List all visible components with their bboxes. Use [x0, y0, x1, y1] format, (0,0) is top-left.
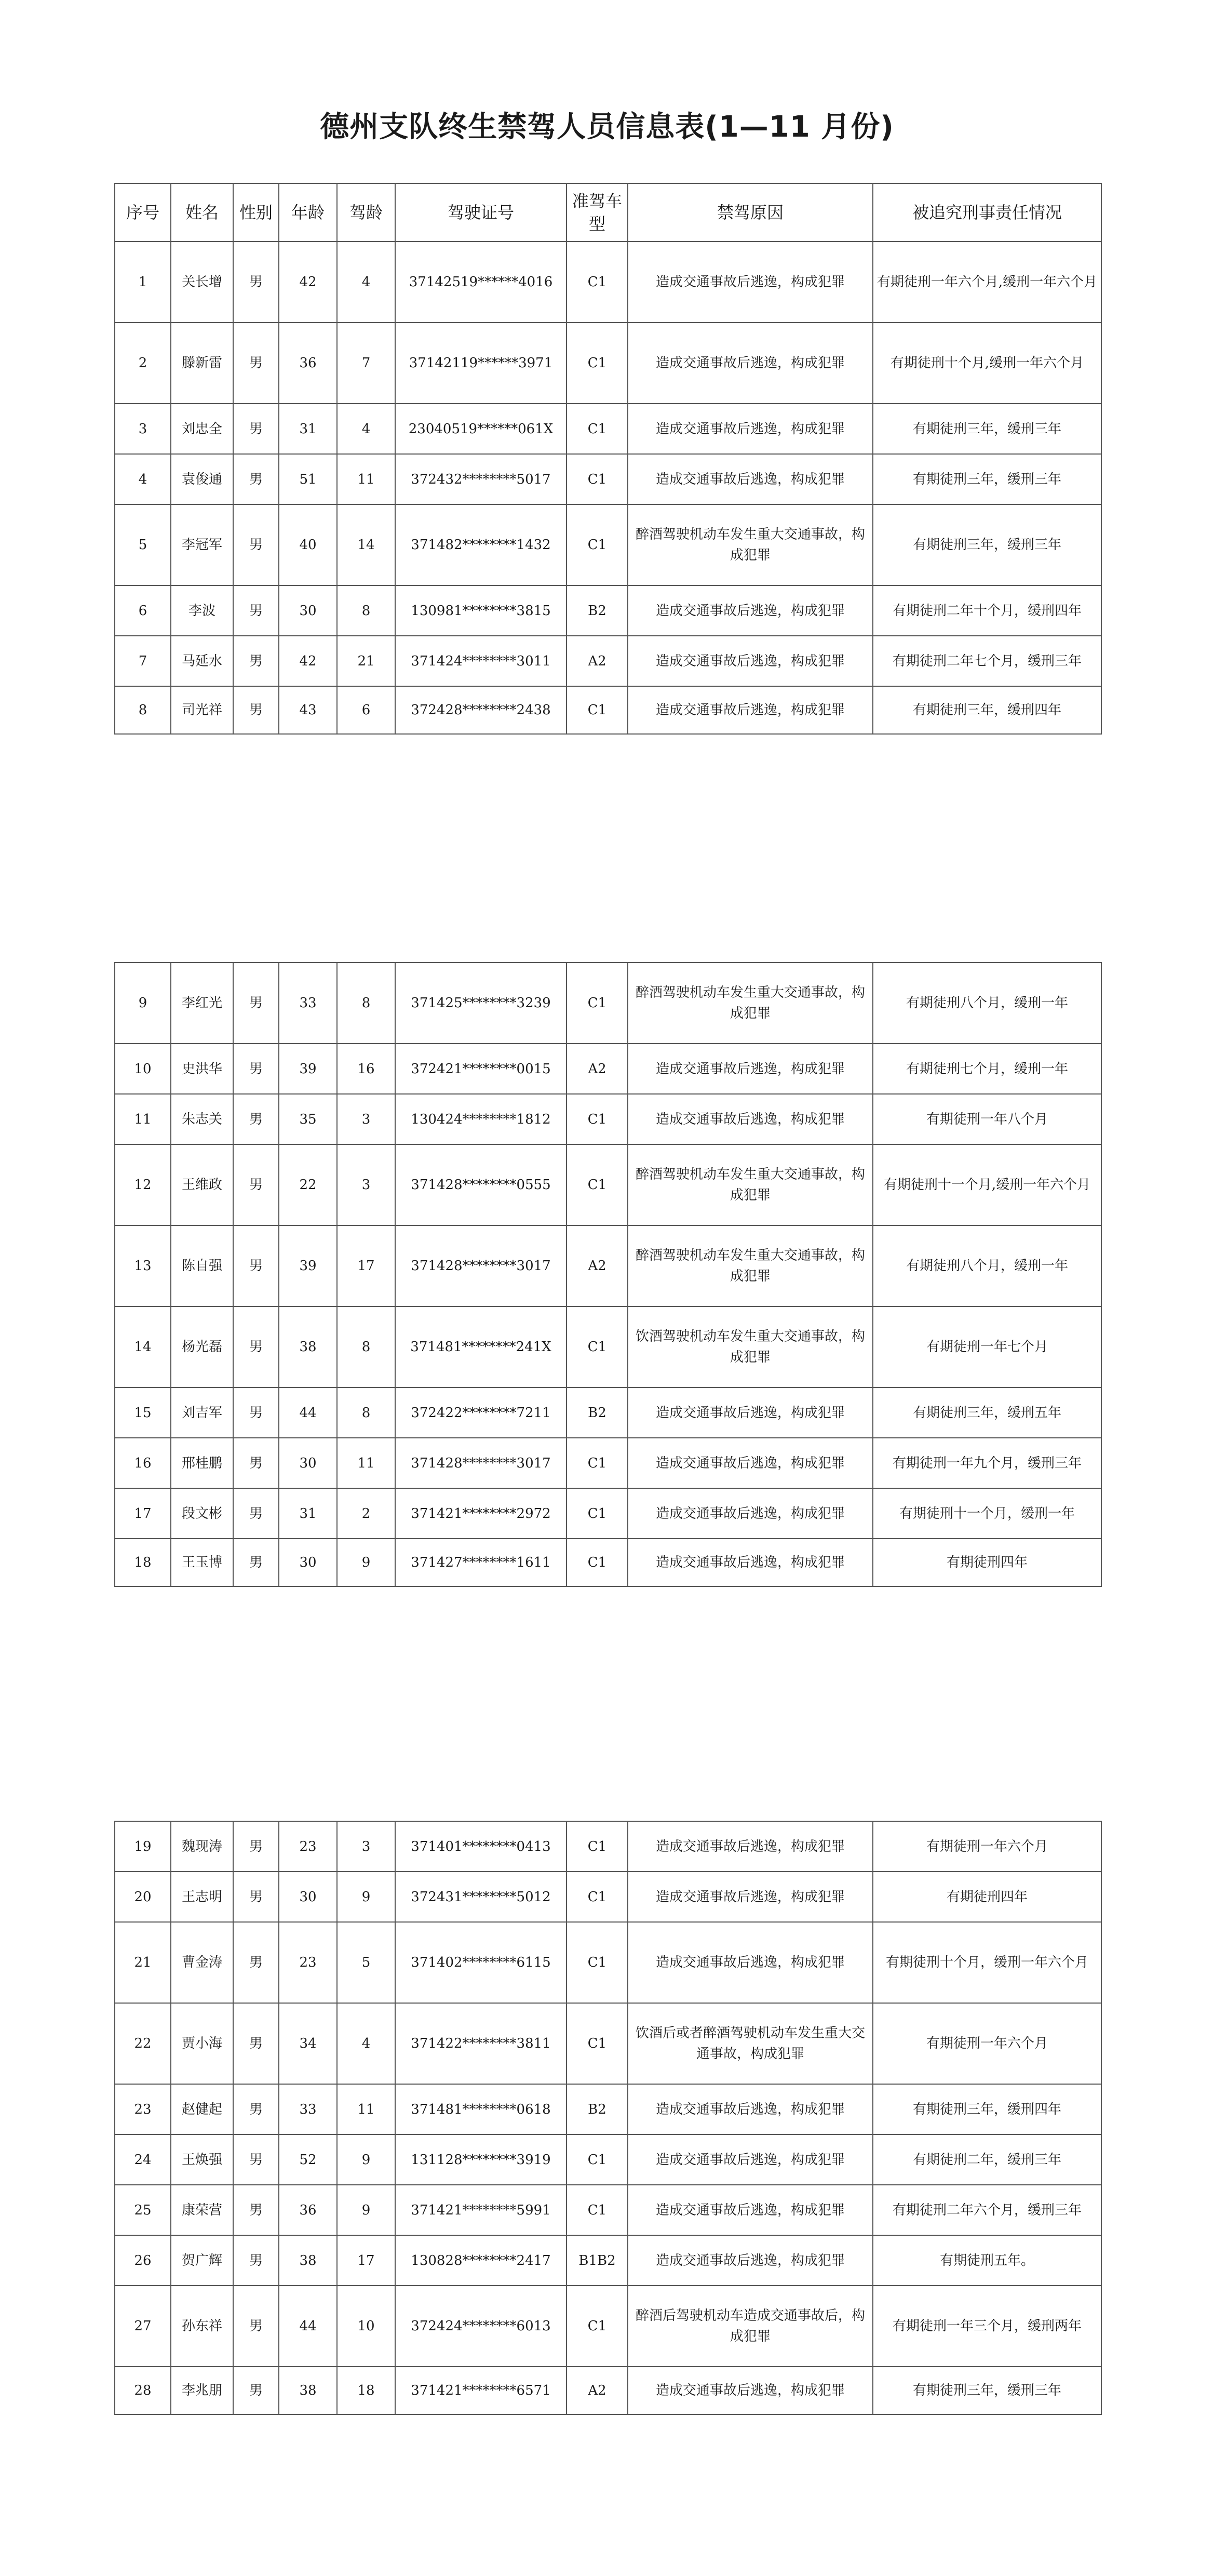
cell-seq: 28: [115, 2367, 171, 2414]
cell-driving-age: 3: [337, 1821, 395, 1872]
cell-age: 42: [279, 242, 337, 323]
cell-seq: 9: [115, 963, 171, 1044]
header-sex: 性别: [233, 183, 279, 242]
cell-license-no: 371428********3017: [395, 1438, 566, 1488]
cell-age: 52: [279, 2134, 337, 2185]
cell-seq: 7: [115, 636, 171, 686]
table-row: [115, 2286, 1101, 2367]
cell-driving-age: 4: [337, 404, 395, 454]
cell-age: 33: [279, 963, 337, 1044]
cell-penalty: 有期徒刑二年七个月，缓刑三年: [873, 636, 1101, 686]
table-row: [115, 1922, 1101, 2003]
cell-penalty: 有期徒刑三年，缓刑四年: [873, 2084, 1101, 2134]
cell-vehicle-type: C1: [566, 1872, 628, 1922]
cell-name: 袁俊通: [171, 454, 233, 504]
cell-age: 38: [279, 2235, 337, 2286]
cell-age: 31: [279, 404, 337, 454]
cell-vehicle-type: C1: [566, 242, 628, 323]
cell-license-no: 37142119******3971: [395, 323, 566, 404]
cell-driving-age: 17: [337, 2235, 395, 2286]
cell-age: 36: [279, 323, 337, 404]
cell-ban-reason: 造成交通事故后逃逸，构成犯罪: [628, 1821, 873, 1872]
cell-sex: 男: [233, 1094, 279, 1144]
cell-name: 李冠军: [171, 504, 233, 585]
cell-ban-reason: 造成交通事故后逃逸，构成犯罪: [628, 686, 873, 734]
cell-license-no: 372424********6013: [395, 2286, 566, 2367]
cell-driving-age: 4: [337, 242, 395, 323]
cell-vehicle-type: B2: [566, 2084, 628, 2134]
cell-age: 44: [279, 2286, 337, 2367]
cell-seq: 20: [115, 1872, 171, 1922]
cell-license-no: 371482********1432: [395, 504, 566, 585]
cell-sex: 男: [233, 1922, 279, 2003]
table-row: [115, 686, 1101, 734]
cell-sex: 男: [233, 1539, 279, 1586]
cell-ban-reason: 醉酒驾驶机动车发生重大交通事故，构成犯罪: [628, 963, 873, 1044]
cell-seq: 21: [115, 1922, 171, 2003]
cell-ban-reason: 造成交通事故后逃逸，构成犯罪: [628, 2367, 873, 2414]
cell-ban-reason: 造成交通事故后逃逸，构成犯罪: [628, 404, 873, 454]
cell-sex: 男: [233, 454, 279, 504]
table-row: [115, 1438, 1101, 1488]
cell-seq: 10: [115, 1044, 171, 1094]
cell-vehicle-type: A2: [566, 1044, 628, 1094]
cell-name: 滕新雷: [171, 323, 233, 404]
cell-vehicle-type: C1: [566, 2185, 628, 2235]
cell-name: 刘吉军: [171, 1387, 233, 1438]
cell-vehicle-type: C1: [566, 1488, 628, 1539]
table-row: [115, 2367, 1101, 2414]
cell-penalty: 有期徒刑十一个月，缓刑一年: [873, 1488, 1101, 1539]
cell-vehicle-type: C1: [566, 1539, 628, 1586]
cell-vehicle-type: C1: [566, 686, 628, 734]
cell-seq: 1: [115, 242, 171, 323]
cell-ban-reason: 造成交通事故后逃逸，构成犯罪: [628, 2235, 873, 2286]
cell-driving-age: 3: [337, 1094, 395, 1144]
cell-license-no: 371427********1611: [395, 1539, 566, 1586]
cell-ban-reason: 造成交通事故后逃逸，构成犯罪: [628, 2084, 873, 2134]
table-row: [115, 585, 1101, 636]
cell-vehicle-type: B2: [566, 585, 628, 636]
cell-license-no: 372428********2438: [395, 686, 566, 734]
header-seq: 序号: [115, 183, 171, 242]
cell-ban-reason: 造成交通事故后逃逸，构成犯罪: [628, 2185, 873, 2235]
cell-penalty: 有期徒刑十个月,缓刑一年六个月: [873, 323, 1101, 404]
cell-penalty: 有期徒刑八个月，缓刑一年: [873, 963, 1101, 1044]
table-row: [115, 2084, 1101, 2134]
cell-age: 36: [279, 2185, 337, 2235]
cell-age: 44: [279, 1387, 337, 1438]
cell-name: 杨光磊: [171, 1306, 233, 1387]
cell-seq: 25: [115, 2185, 171, 2235]
cell-license-no: 371421********5991: [395, 2185, 566, 2235]
cell-seq: 2: [115, 323, 171, 404]
cell-sex: 男: [233, 404, 279, 454]
cell-sex: 男: [233, 1438, 279, 1488]
cell-sex: 男: [233, 1387, 279, 1438]
cell-vehicle-type: C1: [566, 1094, 628, 1144]
cell-age: 38: [279, 2367, 337, 2414]
cell-license-no: 371481********0618: [395, 2084, 566, 2134]
cell-age: 39: [279, 1044, 337, 1094]
cell-license-no: 131128********3919: [395, 2134, 566, 2185]
cell-sex: 男: [233, 963, 279, 1044]
cell-seq: 26: [115, 2235, 171, 2286]
cell-driving-age: 9: [337, 1872, 395, 1922]
cell-vehicle-type: C1: [566, 2003, 628, 2084]
cell-age: 31: [279, 1488, 337, 1539]
roster-table-part-2: [114, 962, 1102, 1587]
cell-sex: 男: [233, 1306, 279, 1387]
cell-ban-reason: 造成交通事故后逃逸，构成犯罪: [628, 323, 873, 404]
cell-vehicle-type: B2: [566, 1387, 628, 1438]
cell-age: 30: [279, 585, 337, 636]
cell-name: 李红光: [171, 963, 233, 1044]
cell-vehicle-type: C1: [566, 404, 628, 454]
cell-sex: 男: [233, 686, 279, 734]
cell-driving-age: 5: [337, 1922, 395, 2003]
cell-penalty: 有期徒刑二年，缓刑三年: [873, 2134, 1101, 2185]
cell-sex: 男: [233, 323, 279, 404]
cell-ban-reason: 造成交通事故后逃逸，构成犯罪: [628, 585, 873, 636]
cell-name: 王玉博: [171, 1539, 233, 1586]
table-row: [115, 404, 1101, 454]
cell-license-no: 372421********0015: [395, 1044, 566, 1094]
cell-sex: 男: [233, 2367, 279, 2414]
cell-sex: 男: [233, 242, 279, 323]
cell-driving-age: 8: [337, 1306, 395, 1387]
table-row: [115, 1872, 1101, 1922]
cell-vehicle-type: C1: [566, 454, 628, 504]
cell-seq: 18: [115, 1539, 171, 1586]
cell-seq: 17: [115, 1488, 171, 1539]
table-row: [115, 1539, 1101, 1586]
cell-sex: 男: [233, 2235, 279, 2286]
cell-seq: 22: [115, 2003, 171, 2084]
cell-driving-age: 4: [337, 2003, 395, 2084]
header-name: 姓名: [171, 183, 233, 242]
cell-name: 赵健起: [171, 2084, 233, 2134]
cell-ban-reason: 醉酒驾驶机动车发生重大交通事故，构成犯罪: [628, 504, 873, 585]
cell-vehicle-type: C1: [566, 963, 628, 1044]
cell-name: 史洪华: [171, 1044, 233, 1094]
header-vehicle-type: 准驾车型: [566, 183, 628, 242]
cell-ban-reason: 造成交通事故后逃逸，构成犯罪: [628, 1438, 873, 1488]
cell-vehicle-type: A2: [566, 2367, 628, 2414]
cell-driving-age: 9: [337, 2185, 395, 2235]
table-row: [115, 1387, 1101, 1438]
cell-name: 李波: [171, 585, 233, 636]
cell-driving-age: 7: [337, 323, 395, 404]
cell-ban-reason: 造成交通事故后逃逸，构成犯罪: [628, 1387, 873, 1438]
cell-seq: 6: [115, 585, 171, 636]
cell-seq: 19: [115, 1821, 171, 1872]
cell-name: 马延水: [171, 636, 233, 686]
cell-penalty: 有期徒刑四年: [873, 1872, 1101, 1922]
cell-penalty: 有期徒刑八个月，缓刑一年: [873, 1225, 1101, 1306]
cell-license-no: 371428********3017: [395, 1225, 566, 1306]
cell-driving-age: 11: [337, 454, 395, 504]
cell-license-no: 371402********6115: [395, 1922, 566, 2003]
cell-driving-age: 8: [337, 585, 395, 636]
cell-name: 贺广辉: [171, 2235, 233, 2286]
cell-license-no: 371481********241X: [395, 1306, 566, 1387]
cell-age: 34: [279, 2003, 337, 2084]
table-row: [115, 1225, 1101, 1306]
cell-ban-reason: 造成交通事故后逃逸，构成犯罪: [628, 242, 873, 323]
cell-sex: 男: [233, 504, 279, 585]
header-license-no: 驾驶证号: [395, 183, 566, 242]
cell-driving-age: 18: [337, 2367, 395, 2414]
cell-ban-reason: 饮酒后或者醉酒驾驶机动车发生重大交通事故，构成犯罪: [628, 2003, 873, 2084]
cell-name: 魏现涛: [171, 1821, 233, 1872]
cell-license-no: 130828********2417: [395, 2235, 566, 2286]
roster-table-part-3: [114, 1821, 1102, 2415]
cell-driving-age: 11: [337, 2084, 395, 2134]
cell-penalty: 有期徒刑三年，缓刑三年: [873, 454, 1101, 504]
cell-penalty: 有期徒刑三年，缓刑四年: [873, 686, 1101, 734]
cell-vehicle-type: A2: [566, 1225, 628, 1306]
cell-ban-reason: 造成交通事故后逃逸，构成犯罪: [628, 1044, 873, 1094]
cell-age: 51: [279, 454, 337, 504]
cell-license-no: 371424********3011: [395, 636, 566, 686]
cell-license-no: 130981********3815: [395, 585, 566, 636]
table-row: [115, 242, 1101, 323]
cell-penalty: 有期徒刑一年八个月: [873, 1094, 1101, 1144]
header-age: 年龄: [279, 183, 337, 242]
cell-sex: 男: [233, 2286, 279, 2367]
cell-ban-reason: 饮酒驾驶机动车发生重大交通事故，构成犯罪: [628, 1306, 873, 1387]
cell-license-no: 371401********0413: [395, 1821, 566, 1872]
table-row: [115, 1094, 1101, 1144]
cell-seq: 12: [115, 1144, 171, 1225]
cell-penalty: 有期徒刑三年，缓刑三年: [873, 2367, 1101, 2414]
cell-age: 39: [279, 1225, 337, 1306]
table-row: [115, 2134, 1101, 2185]
cell-penalty: 有期徒刑三年，缓刑三年: [873, 404, 1101, 454]
cell-license-no: 371425********3239: [395, 963, 566, 1044]
table-row: [115, 963, 1101, 1044]
cell-vehicle-type: C1: [566, 1922, 628, 2003]
cell-driving-age: 6: [337, 686, 395, 734]
cell-driving-age: 8: [337, 963, 395, 1044]
cell-ban-reason: 醉酒驾驶机动车发生重大交通事故，构成犯罪: [628, 1225, 873, 1306]
cell-seq: 5: [115, 504, 171, 585]
cell-sex: 男: [233, 2134, 279, 2185]
table-row: [115, 504, 1101, 585]
table-row: [115, 454, 1101, 504]
cell-penalty: 有期徒刑十一个月,缓刑一年六个月: [873, 1144, 1101, 1225]
cell-driving-age: 3: [337, 1144, 395, 1225]
table-row: [115, 1044, 1101, 1094]
cell-penalty: 有期徒刑三年，缓刑五年: [873, 1387, 1101, 1438]
cell-sex: 男: [233, 1225, 279, 1306]
cell-driving-age: 11: [337, 1438, 395, 1488]
cell-penalty: 有期徒刑十个月，缓刑一年六个月: [873, 1922, 1101, 2003]
cell-sex: 男: [233, 1044, 279, 1094]
cell-license-no: 23040519******061X: [395, 404, 566, 454]
cell-vehicle-type: C1: [566, 323, 628, 404]
cell-name: 王维政: [171, 1144, 233, 1225]
cell-penalty: 有期徒刑一年六个月: [873, 2003, 1101, 2084]
cell-seq: 15: [115, 1387, 171, 1438]
cell-ban-reason: 造成交通事故后逃逸，构成犯罪: [628, 454, 873, 504]
cell-vehicle-type: A2: [566, 636, 628, 686]
cell-seq: 23: [115, 2084, 171, 2134]
cell-driving-age: 10: [337, 2286, 395, 2367]
cell-age: 42: [279, 636, 337, 686]
cell-age: 40: [279, 504, 337, 585]
cell-name: 刘忠全: [171, 404, 233, 454]
cell-seq: 8: [115, 686, 171, 734]
cell-seq: 13: [115, 1225, 171, 1306]
cell-driving-age: 16: [337, 1044, 395, 1094]
cell-sex: 男: [233, 1821, 279, 1872]
table-row: [115, 2003, 1101, 2084]
cell-ban-reason: 造成交通事故后逃逸，构成犯罪: [628, 1094, 873, 1144]
cell-driving-age: 9: [337, 2134, 395, 2185]
cell-ban-reason: 造成交通事故后逃逸，构成犯罪: [628, 1539, 873, 1586]
cell-license-no: 372431********5012: [395, 1872, 566, 1922]
page-title: 德州支队终生禁驾人员信息表(1—11 月份): [320, 110, 894, 144]
cell-penalty: 有期徒刑一年九个月，缓刑三年: [873, 1438, 1101, 1488]
cell-vehicle-type: C1: [566, 1144, 628, 1225]
cell-penalty: 有期徒刑七个月，缓刑一年: [873, 1044, 1101, 1094]
cell-penalty: 有期徒刑三年，缓刑三年: [873, 504, 1101, 585]
cell-name: 陈自强: [171, 1225, 233, 1306]
table-row: [115, 2185, 1101, 2235]
cell-license-no: 371428********0555: [395, 1144, 566, 1225]
cell-sex: 男: [233, 2185, 279, 2235]
cell-seq: 24: [115, 2134, 171, 2185]
cell-seq: 16: [115, 1438, 171, 1488]
cell-seq: 3: [115, 404, 171, 454]
cell-seq: 4: [115, 454, 171, 504]
cell-driving-age: 8: [337, 1387, 395, 1438]
cell-name: 朱志关: [171, 1094, 233, 1144]
cell-driving-age: 14: [337, 504, 395, 585]
cell-penalty: 有期徒刑一年六个月: [873, 1821, 1101, 1872]
cell-license-no: 371421********2972: [395, 1488, 566, 1539]
cell-age: 43: [279, 686, 337, 734]
table-row: [115, 1144, 1101, 1225]
cell-name: 曹金涛: [171, 1922, 233, 2003]
cell-license-no: 371421********6571: [395, 2367, 566, 2414]
cell-name: 段文彬: [171, 1488, 233, 1539]
cell-ban-reason: 造成交通事故后逃逸，构成犯罪: [628, 1488, 873, 1539]
cell-age: 33: [279, 2084, 337, 2134]
cell-name: 王焕强: [171, 2134, 233, 2185]
cell-sex: 男: [233, 636, 279, 686]
header-driving-age: 驾龄: [337, 183, 395, 242]
cell-sex: 男: [233, 1144, 279, 1225]
cell-vehicle-type: B1B2: [566, 2235, 628, 2286]
cell-name: 康荣营: [171, 2185, 233, 2235]
cell-age: 30: [279, 1539, 337, 1586]
cell-vehicle-type: C1: [566, 1306, 628, 1387]
table-row: [115, 636, 1101, 686]
table-row: [115, 1488, 1101, 1539]
cell-license-no: 371422********3811: [395, 2003, 566, 2084]
cell-license-no: 130424********1812: [395, 1094, 566, 1144]
cell-name: 王志明: [171, 1872, 233, 1922]
table-row: [115, 2235, 1101, 2286]
table-row: [115, 1306, 1101, 1387]
cell-age: 23: [279, 1922, 337, 2003]
cell-penalty: 有期徒刑四年: [873, 1539, 1101, 1586]
cell-driving-age: 17: [337, 1225, 395, 1306]
cell-penalty: 有期徒刑五年。: [873, 2235, 1101, 2286]
cell-seq: 14: [115, 1306, 171, 1387]
cell-driving-age: 9: [337, 1539, 395, 1586]
cell-age: 30: [279, 1872, 337, 1922]
cell-ban-reason: 造成交通事故后逃逸，构成犯罪: [628, 1872, 873, 1922]
cell-seq: 27: [115, 2286, 171, 2367]
cell-license-no: 372432********5017: [395, 454, 566, 504]
cell-vehicle-type: C1: [566, 2134, 628, 2185]
cell-sex: 男: [233, 1872, 279, 1922]
roster-table-part-1: [114, 183, 1102, 735]
cell-age: 30: [279, 1438, 337, 1488]
cell-age: 22: [279, 1144, 337, 1225]
cell-seq: 11: [115, 1094, 171, 1144]
cell-name: 司光祥: [171, 686, 233, 734]
cell-name: 关长增: [171, 242, 233, 323]
cell-driving-age: 2: [337, 1488, 395, 1539]
cell-ban-reason: 醉酒后驾驶机动车造成交通事故后，构成犯罪: [628, 2286, 873, 2367]
cell-sex: 男: [233, 585, 279, 636]
cell-sex: 男: [233, 1488, 279, 1539]
table-row: [115, 323, 1101, 404]
cell-name: 贾小海: [171, 2003, 233, 2084]
cell-penalty: 有期徒刑二年六个月，缓刑三年: [873, 2185, 1101, 2235]
cell-ban-reason: 造成交通事故后逃逸，构成犯罪: [628, 2134, 873, 2185]
cell-age: 23: [279, 1821, 337, 1872]
cell-penalty: 有期徒刑一年三个月，缓刑两年: [873, 2286, 1101, 2367]
cell-vehicle-type: C1: [566, 1821, 628, 1872]
cell-age: 35: [279, 1094, 337, 1144]
header-penalty: 被追究刑事责任情况: [873, 183, 1101, 242]
cell-name: 李兆朋: [171, 2367, 233, 2414]
cell-name: 邢桂鹏: [171, 1438, 233, 1488]
cell-sex: 男: [233, 2084, 279, 2134]
cell-age: 38: [279, 1306, 337, 1387]
cell-driving-age: 21: [337, 636, 395, 686]
cell-sex: 男: [233, 2003, 279, 2084]
cell-ban-reason: 造成交通事故后逃逸，构成犯罪: [628, 1922, 873, 2003]
cell-vehicle-type: C1: [566, 1438, 628, 1488]
cell-license-no: 37142519******4016: [395, 242, 566, 323]
cell-name: 孙东祥: [171, 2286, 233, 2367]
cell-vehicle-type: C1: [566, 2286, 628, 2367]
cell-license-no: 372422********7211: [395, 1387, 566, 1438]
cell-penalty: 有期徒刑一年六个月,缓刑一年六个月: [873, 242, 1101, 323]
cell-vehicle-type: C1: [566, 504, 628, 585]
cell-penalty: 有期徒刑一年七个月: [873, 1306, 1101, 1387]
cell-ban-reason: 造成交通事故后逃逸，构成犯罪: [628, 636, 873, 686]
cell-ban-reason: 醉酒驾驶机动车发生重大交通事故，构成犯罪: [628, 1144, 873, 1225]
table-header-row: [115, 183, 1101, 242]
cell-penalty: 有期徒刑二年十个月，缓刑四年: [873, 585, 1101, 636]
table-row: [115, 1821, 1101, 1872]
header-ban-reason: 禁驾原因: [628, 183, 873, 242]
